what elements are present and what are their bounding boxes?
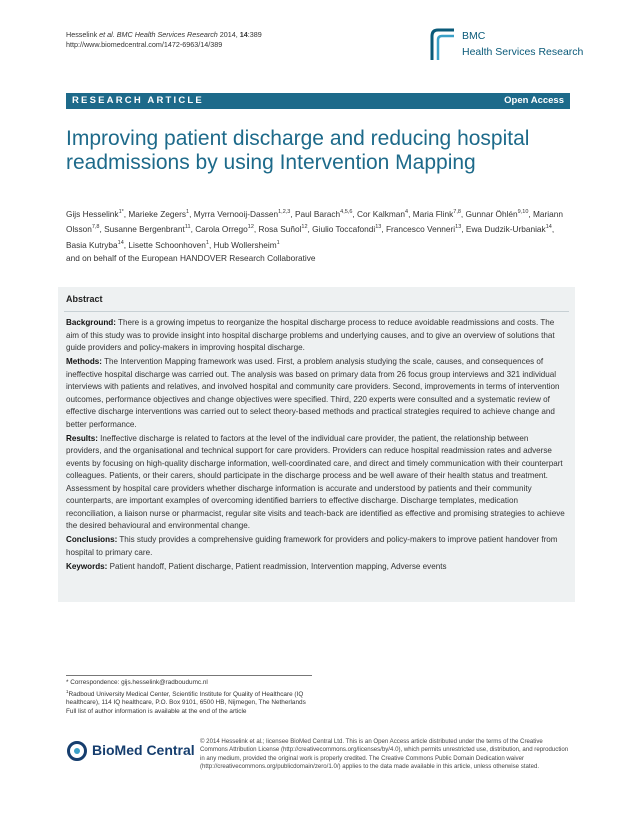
author-name: Giulio Toccafondi [312,224,376,235]
author-name: Myrra Vernooij-Dassen [193,208,279,219]
section-label: Conclusions: [66,535,118,544]
biomed-ring-icon [66,740,88,762]
citation-etal: et al. [99,30,115,39]
author-separator: , [307,224,313,235]
author-name: Gunnar Öhlén [465,208,518,219]
author-affiliation-sup: 11 [184,224,191,231]
author-separator: , [123,239,129,250]
author-name: Marieke Zegers [128,208,187,219]
citation-pages: :389 [247,30,262,39]
license-text: © 2014 Hesselink et al.; licensee BioMed Central Ltd. This is an Open Access article distributed under the terms of the Creative Commons Attribution License (http://creativecommons.org/licenses/by/4.0), which permits unrestricted use, distribution, and reproduction in any medium, provided the original work is properly credited. The Creative Commons Public Domain Dedication waiver (http://creativecommons.org/publicdomain/zero/1.0/) applies to the data made available in this article, unless otherwise stated. [200,738,569,771]
publisher-name: BioMed Central [92,742,195,758]
abstract-box [58,287,575,602]
publisher-logo [66,737,196,767]
section-text: The Intervention Mapping framework was used. First, a problem analysis studying the scale, causes, and consequences of ineffective hospital discharge was carried out. The analysis was based on primary data from 26 focus group interviews and 321 individual interviews with patients and relatives, and involved hospital and community care providers. Second, improvements in terms of intervention outcomes, performance objectives and change objectives were specified. Third, 220 experts were consulted and a systematic review of effective discharge interventions was carried out to select theory-based methods and practical strategies required to achieve change and better performance. [66,357,560,429]
section-label: Methods: [66,357,102,366]
author-affiliation-sup: 12 [301,224,308,231]
affiliation-text: Radboud University Medical Center, Scientific Institute for Quality of Healthcare (IQ healthcare), 114 IQ healthcare, P.O. Box 9101, 6500 HB, Nijmegen, The Netherlands [66,690,306,707]
author-name: Basia Kutryba [66,239,118,250]
author-affiliation-sup: 13 [455,224,462,231]
author-affiliation-sup: 9,10 [517,209,529,215]
abstract-body [66,317,566,575]
bmc-logo-icon [428,26,460,66]
article-type-label: RESEARCH ARTICLE [72,95,204,106]
author-list [66,206,566,265]
author-separator: , [352,208,358,219]
author-separator: , [123,208,129,219]
author-affiliation-sup: 4 [405,209,409,215]
citation-year: 2014, [217,30,240,39]
author-separator: , [551,224,555,235]
citation-volume: 14 [239,30,248,39]
section-label: Keywords: [66,561,108,571]
affiliation-sup: 1 [66,688,69,694]
author-affiliation-sup: 14 [545,224,552,231]
journal-logo-bmc: BMC [462,30,486,42]
author-name: Rosa Suñol [258,224,302,235]
footnote [66,679,326,717]
author-separator: , [190,224,196,235]
author-separator: , [290,208,295,219]
abstract-conclusions [66,534,566,559]
abstract-heading: Abstract [66,294,103,304]
author-affiliation-sup: 4,5,6 [340,209,353,215]
author-name: Mariann Olsson [66,208,563,235]
author-separator: , [208,239,214,250]
author-separator: , [99,224,105,235]
author-name: Francesco Venneri [385,224,456,235]
correspondence-email[interactable]: * Correspondence: gijs.hesselink@radboudumc.nl [66,679,208,686]
author-affiliation-sup: 14 [117,239,124,246]
article-url[interactable]: http://www.biomedcentral.com/1472-6963/14/389 [66,40,223,49]
author-separator: , [253,224,259,235]
author-separator: , [189,208,194,219]
author-separator: , [461,224,466,235]
section-text: There is a growing impetus to reorganize the hospital discharge process to reduce avoidable readmissions and costs. The aim of this study was to provide insight into hospital discharge problems and underlying causes, and to give an overview of solutions that guide providers and policy-makers in improving hospital discharge. [66,318,555,352]
author-name: Lisette Schoonhoven [128,239,206,250]
abstract-methods [66,356,566,431]
citation-header [66,30,262,50]
abstract-results [66,433,566,533]
author-name: Cor Kalkman [357,208,405,219]
journal-logo-name: Health Services Research [462,46,584,58]
abstract-divider [64,311,569,312]
author-names [66,206,566,252]
author-name: Gijs Hesselink [66,208,119,219]
author-name: Ewa Dudzik-Urbaniak [465,224,546,235]
author-separator: , [381,224,386,235]
author-separator: , [408,208,413,219]
author-affiliation-sup: 1,2,3 [278,209,291,215]
section-text: This study provides a comprehensive guiding framework for providers and policy-makers to improve patient handover from hospital to primary care. [66,535,558,557]
author-name: Carola Orrego [195,224,248,235]
author-info-note: Full list of author information is available at the end of the article [66,707,247,715]
author-affiliation-sup: 13 [375,224,382,231]
author-affiliation-sup: 12 [247,224,254,231]
author-affiliation-sup: 7,8 [453,209,461,215]
collaborative-line: and on behalf of the European HANDOVER Research Collaborative [66,252,316,263]
author-separator: , [460,208,466,219]
open-access-label: Open Access [504,95,564,106]
author-name: Hub Wollersheim [213,239,277,250]
affiliation [66,688,326,708]
section-text: Ineffective discharge is related to factors at the level of the individual care provider, the patient, the relationship between providers, and the organisational and technical support for care providers. Providers can reduce hospital readmission rates and adverse events by focusing on high-quality discharge information, well-coordinated care, and direct and timely communication with their counterpart colleagues. Patients, or their carers, should participate in the discharge process and be well aware of their health status and treatment. Assessment by hospital care providers whether discharge information is accurate and understood by patients and their community counterparts, are important examples of overcoming identified barriers to effective discharge. Discharge templates, medication reconciliation, a liaison nurse or pharmacist, regular site visits and teach-back are identified as effective and promising strategies to achieve the desired behavioural and environmental change. [66,433,565,530]
citation-authors: Hesselink [66,30,100,39]
author-name: Maria Flink [412,208,454,219]
section-text: Patient handoff, Patient discharge, Patient readmission, Intervention mapping, Adverse events [107,561,447,571]
author-affiliation-sup: 1* [118,209,124,215]
citation-journal: BMC Health Services Research [114,30,218,39]
section-label: Background: [66,318,116,327]
article-type-banner [66,93,570,109]
section-label: Results: [66,433,98,443]
author-affiliation-sup: 7,8 [91,224,100,231]
author-affiliation-sup: 1 [186,209,190,215]
author-name: Paul Barach [294,208,341,219]
author-affiliation-sup: 1 [205,239,209,246]
author-separator: , [528,208,534,219]
abstract-keywords [66,561,566,574]
author-affiliation-sup: 1 [276,239,280,246]
author-name: Susanne Bergenbrant [104,224,185,235]
abstract-background [66,317,566,355]
article-title: Improving patient discharge and reducing hospital readmissions by using Intervention Mapping [66,127,530,174]
journal-logo [428,18,584,76]
footnote-rule [66,675,312,676]
